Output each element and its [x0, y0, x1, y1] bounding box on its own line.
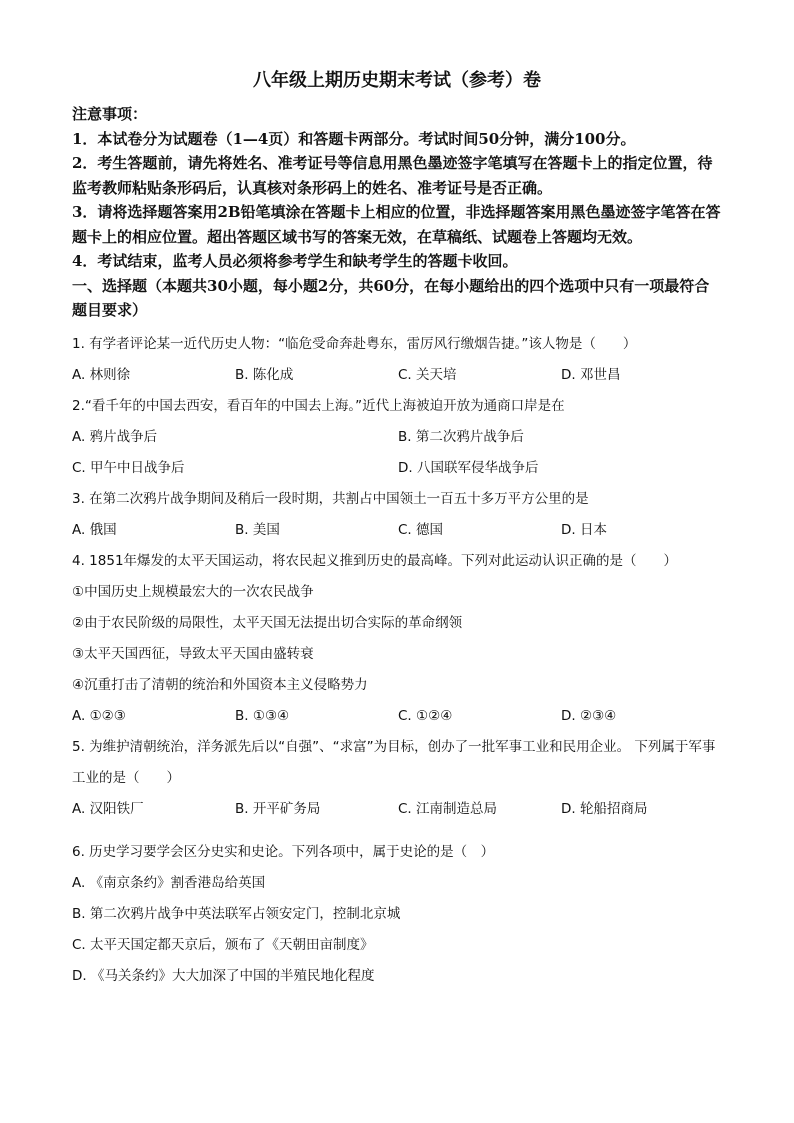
- question-stem: 4. 1851年爆发的太平天国运动，将农民起义推到历史的最高峰。下列对此运动认识正确的是（ ）: [72, 552, 678, 569]
- option-a: A. ①②③: [72, 707, 126, 724]
- option-a: A. 林则徐: [72, 366, 131, 383]
- instruction-item-3: 3．请将选择题答案用2B铅笔填涂在答题卡上相应的位置，非选择题答案用黑色墨迹签字笔答在答题卡上的相应位置。超出答题区域书写的答案无效，在草稿纸、试题卷上答题均无效。: [72, 203, 721, 246]
- instruction-item-4: 4．考试结束，监考人员必须将参考学生和缺考学生的答题卡收回。: [72, 252, 518, 270]
- option-b: B. 第二次鸦片战争中英法联军占领安定门，控制北京城: [72, 905, 401, 922]
- question-stem: 5. 为维护清朝统治，洋务派先后以“自强”、“求富”为目标，创办了一批军事工业和民用企业。 下列属于军事工业的是（ ）: [72, 738, 716, 786]
- option-b: B. ①③④: [235, 707, 290, 724]
- option-list: [72, 422, 722, 484]
- exam-page: [72, 66, 722, 992]
- option-c: C. 关天培: [398, 366, 457, 383]
- option-d: D. ②③④: [561, 707, 617, 724]
- option-a: A. 鸦片战争后: [72, 428, 158, 445]
- option-list: [72, 515, 722, 546]
- instruction-item-2: 2．考生答题前，请先将姓名、准考证号等信息用黑色墨迹签字笔填写在答题卡上的指定位置，待监考教师粘贴条形码后，认真核对条形码上的姓名、准考证号是否正确。: [72, 154, 713, 197]
- exam-title: 八年级上期历史期末考试（参考）卷: [253, 70, 541, 91]
- question-3: [72, 484, 722, 546]
- question-5: [72, 732, 722, 825]
- statement-1: ①中国历史上规模最宏大的一次农民战争: [72, 583, 314, 600]
- question-stem: 1. 有学者评论某一近代历史人物：“临危受命奔赴粤东，雷厉风行缴烟告捷。”该人物是（ ）: [72, 335, 637, 352]
- option-c: C. 太平天国定都天京后，颁布了《天朝田亩制度》: [72, 936, 374, 953]
- option-d: D. 轮船招商局: [561, 800, 648, 817]
- option-b: B. 开平矿务局: [235, 800, 321, 817]
- instruction-item-1: 1．本试卷分为试题卷（1—4页）和答题卡两部分。考试时间50分钟，满分100分。: [72, 129, 636, 148]
- option-d: D. 八国联军侵华战争后: [398, 459, 539, 476]
- option-c: C. 江南制造总局: [398, 800, 498, 817]
- section-heading: 一、选择题（本题共30小题，每小题2分，共60分，在每小题给出的四个选项中只有一项最符合题目要求）: [72, 276, 710, 319]
- option-c: C. ①②④: [398, 707, 453, 724]
- spacer: [72, 825, 722, 837]
- option-list: [72, 360, 722, 391]
- option-list: [72, 794, 722, 825]
- option-list: [72, 701, 722, 732]
- question-stem: 6. 历史学习要学会区分史实和史论。下列各项中，属于史论的是（ ）: [72, 843, 495, 860]
- instructions-heading: 注意事项：: [72, 105, 148, 123]
- option-d: D. 《马关条约》大大加深了中国的半殖民地化程度: [72, 967, 375, 984]
- option-b: B. 陈化成: [235, 366, 294, 383]
- option-b: B. 美国: [235, 521, 280, 538]
- option-a: A. 汉阳铁厂: [72, 800, 144, 817]
- instructions: [72, 102, 722, 274]
- option-d: D. 日本: [561, 521, 607, 538]
- question-4: [72, 546, 722, 732]
- statement-3: ③太平天国西征，导致太平天国由盛转衰: [72, 645, 314, 662]
- option-b: B. 第二次鸦片战争后: [398, 428, 524, 445]
- option-c: C. 甲午中日战争后: [72, 459, 185, 476]
- statement-4: ④沉重打击了清朝的统治和外国资本主义侵略势力: [72, 676, 368, 693]
- option-d: D. 邓世昌: [561, 366, 621, 383]
- option-a: A. 俄国: [72, 521, 117, 538]
- question-1: [72, 329, 722, 391]
- question-stem: 2.“看千年的中国去西安，看百年的中国去上海。”近代上海被迫开放为通商口岸是在: [72, 397, 565, 414]
- statement-2: ②由于农民阶级的局限性，太平天国无法提出切合实际的革命纲领: [72, 614, 463, 631]
- option-a: A. 《南京条约》割香港岛给英国: [72, 874, 266, 891]
- question-6: [72, 837, 722, 992]
- option-c: C. 德国: [398, 521, 444, 538]
- question-2: [72, 391, 722, 484]
- question-stem: 3. 在第二次鸦片战争期间及稍后一段时期，共割占中国领土一百五十多万平方公里的是: [72, 490, 589, 507]
